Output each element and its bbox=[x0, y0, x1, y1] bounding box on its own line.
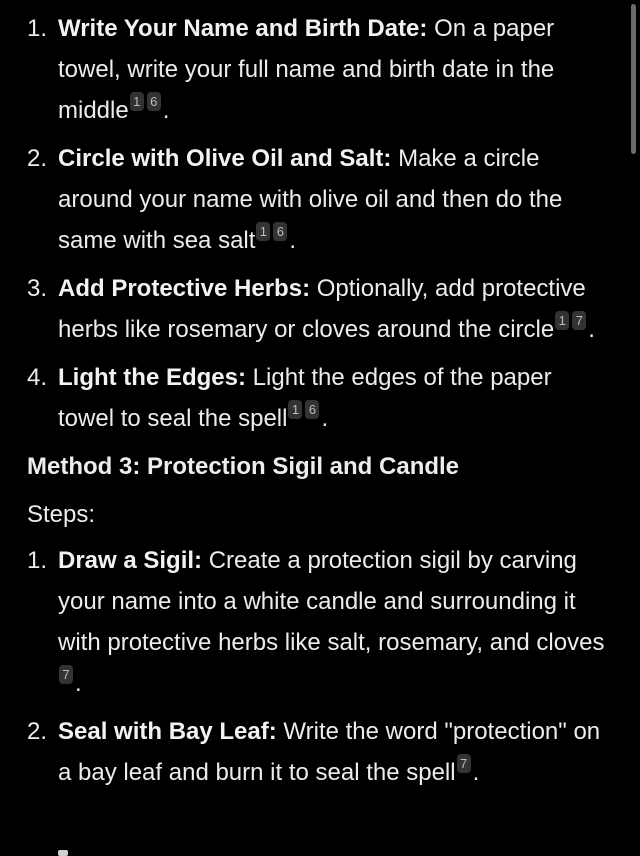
list-item bbox=[0, 268, 640, 350]
citation-badge[interactable]: 7 bbox=[59, 665, 73, 684]
step-text: Write the word "protection" on a bay leaf and burn it to seal the spell bbox=[58, 718, 601, 786]
step-title: Add Protective Herbs: bbox=[58, 275, 311, 302]
step-end: . bbox=[289, 227, 297, 254]
step-text: On a paper towel, write your full name and birth date in the middle bbox=[58, 15, 555, 124]
step-text: Light the edges of the paper towel to seal the spell bbox=[58, 364, 552, 432]
list-number: 1. bbox=[27, 547, 48, 574]
citation-badge[interactable]: 7 bbox=[457, 754, 471, 773]
step-text: Optionally, add protective herbs like rosemary or cloves around the circle bbox=[58, 275, 586, 343]
citation-badge[interactable]: 1 bbox=[130, 92, 144, 111]
section-heading: Method 3: Protection Sigil and Candle bbox=[27, 453, 460, 480]
step-title: Draw a Sigil: bbox=[58, 547, 203, 574]
list-number: 1. bbox=[27, 15, 48, 42]
method-3-steps-list bbox=[0, 540, 640, 793]
chat-message-content bbox=[0, 8, 640, 793]
method-2-steps-list bbox=[0, 8, 640, 439]
next-list-marker-partial bbox=[58, 850, 68, 856]
step-title: Seal with Bay Leaf: bbox=[58, 718, 277, 745]
citation-badge[interactable]: 1 bbox=[288, 400, 302, 419]
steps-label: Steps: bbox=[27, 501, 96, 528]
step-title: Write Your Name and Birth Date: bbox=[58, 15, 428, 42]
citation-badge[interactable]: 6 bbox=[147, 92, 161, 111]
step-text: Make a circle around your name with olive oil and then do the same with sea salt bbox=[58, 145, 563, 254]
scrollbar-thumb[interactable] bbox=[631, 4, 636, 154]
step-title: Light the Edges: bbox=[58, 364, 246, 391]
list-number: 4. bbox=[27, 364, 48, 391]
list-item bbox=[0, 8, 640, 131]
step-end: . bbox=[588, 316, 595, 343]
step-end: . bbox=[321, 405, 329, 432]
citation-badge[interactable]: 6 bbox=[273, 222, 287, 241]
list-number: 2. bbox=[27, 718, 48, 745]
citation-badge[interactable]: 6 bbox=[305, 400, 319, 419]
list-item bbox=[0, 357, 640, 439]
step-end: . bbox=[472, 759, 480, 786]
list-number: 2. bbox=[27, 145, 48, 172]
step-end: . bbox=[75, 670, 82, 697]
list-number: 3. bbox=[27, 275, 48, 302]
step-end: . bbox=[162, 97, 170, 124]
step-text: Create a protection sigil by carving your name into a white candle and surrounding it with protective herbs like salt, rosemary, and cloves bbox=[58, 547, 605, 656]
list-item bbox=[0, 138, 640, 261]
list-item bbox=[0, 711, 640, 793]
step-title: Circle with Olive Oil and Salt: bbox=[58, 145, 392, 172]
citation-badge[interactable]: 1 bbox=[555, 311, 569, 330]
citation-badge[interactable]: 1 bbox=[256, 222, 270, 241]
citation-badge[interactable]: 7 bbox=[572, 311, 586, 330]
list-item bbox=[0, 540, 640, 704]
